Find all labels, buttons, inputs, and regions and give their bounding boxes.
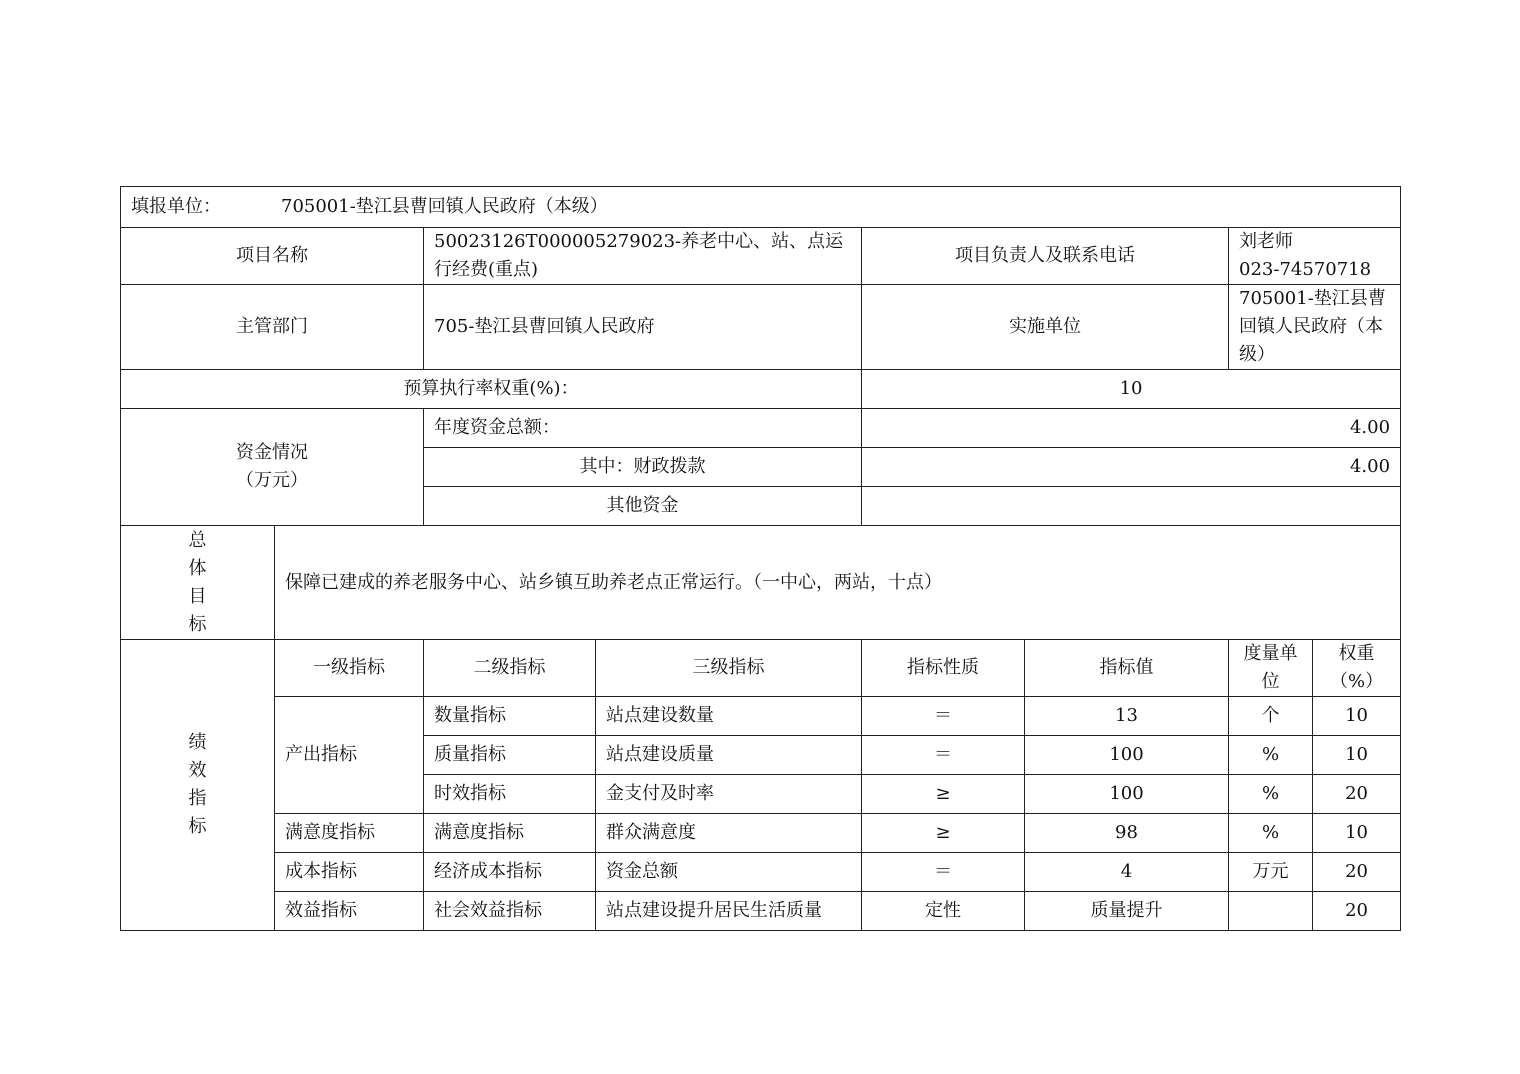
funds-label: [121, 409, 424, 526]
implementing-unit-value: 705001-垫江县曹回镇人民政府（本级）: [1229, 285, 1401, 370]
project-leader-contact: [1229, 228, 1401, 285]
indicator-value: 100: [1025, 775, 1229, 814]
table-row: [121, 814, 1401, 853]
indicator-level2: 质量指标: [424, 736, 596, 775]
indicator-level2: 经济成本指标: [424, 853, 596, 892]
indicator-weight: 20: [1313, 892, 1401, 931]
project-leader-phone: 023-74570718: [1239, 259, 1372, 280]
funds-label-line1: 资金情况: [236, 442, 308, 463]
funds-fiscal-label: 其中：财政拨款: [424, 448, 862, 487]
indicator-level3: 群众满意度: [596, 814, 862, 853]
funds-total-label: 年度资金总额：: [424, 409, 862, 448]
indicator-weight: 10: [1313, 736, 1401, 775]
indicator-level2: 满意度指标: [424, 814, 596, 853]
indicator-level3: 金支付及时率: [596, 775, 862, 814]
indicators-label: [121, 640, 275, 931]
indicator-unit: 万元: [1229, 853, 1313, 892]
header-level2: 二级指标: [424, 640, 596, 697]
performance-target-table: [120, 186, 1401, 931]
funds-other-value: [862, 487, 1401, 526]
reporting-unit-value: 705001-垫江县曹回镇人民政府（本级）: [281, 196, 608, 217]
reporting-unit-row: [121, 187, 1401, 228]
supervising-dept-label: 主管部门: [121, 285, 424, 370]
header-value: 指标值: [1025, 640, 1229, 697]
indicator-nature: ＝: [862, 853, 1025, 892]
indicator-level2: 社会效益指标: [424, 892, 596, 931]
indicator-value: 质量提升: [1025, 892, 1229, 931]
indicator-unit: %: [1229, 775, 1313, 814]
funds-fiscal-value: 4.00: [862, 448, 1401, 487]
indicator-unit: 个: [1229, 697, 1313, 736]
header-weight: 权重（%）: [1313, 640, 1401, 697]
indicator-unit: %: [1229, 814, 1313, 853]
funds-other-label: 其他资金: [424, 487, 862, 526]
indicator-value: 100: [1025, 736, 1229, 775]
project-leader-label: 项目负责人及联系电话: [862, 228, 1229, 285]
funds-total-value: 4.00: [862, 409, 1401, 448]
indicator-nature: ＝: [862, 697, 1025, 736]
indicator-value: 13: [1025, 697, 1229, 736]
indicator-weight: 20: [1313, 775, 1401, 814]
indicator-unit: %: [1229, 736, 1313, 775]
implementing-unit-label: 实施单位: [862, 285, 1229, 370]
project-name-label: 项目名称: [121, 228, 424, 285]
indicator-level3: 资金总额: [596, 853, 862, 892]
budget-weight-label: 预算执行率权重(%)：: [121, 370, 862, 409]
table-row: [121, 892, 1401, 931]
indicator-level3: 站点建设提升居民生活质量: [596, 892, 862, 931]
reporting-unit-label: 填报单位：: [131, 196, 221, 217]
indicator-weight: 10: [1313, 697, 1401, 736]
indicator-level3: 站点建设数量: [596, 697, 862, 736]
indicator-level2: 数量指标: [424, 697, 596, 736]
indicator-level1: 成本指标: [275, 853, 424, 892]
indicator-level1: 产出指标: [275, 697, 424, 814]
funds-label-line2: （万元）: [236, 470, 308, 491]
header-level3: 三级指标: [596, 640, 862, 697]
budget-weight-value: 10: [862, 370, 1401, 409]
overall-goal-text: 保障已建成的养老服务中心、站乡镇互助养老点正常运行。（一中心，两站，十点）: [275, 526, 1401, 640]
indicator-level2: 时效指标: [424, 775, 596, 814]
indicator-nature: 定性: [862, 892, 1025, 931]
indicator-level1: 满意度指标: [275, 814, 424, 853]
indicator-level1: 效益指标: [275, 892, 424, 931]
indicator-level3: 站点建设质量: [596, 736, 862, 775]
header-nature: 指标性质: [862, 640, 1025, 697]
header-level1: 一级指标: [275, 640, 424, 697]
indicator-value: 4: [1025, 853, 1229, 892]
indicator-nature: ≥: [862, 814, 1025, 853]
indicator-weight: 20: [1313, 853, 1401, 892]
overall-goal-label: [121, 526, 275, 640]
overall-goal-label-text: 总体目标: [188, 529, 207, 635]
indicator-weight: 10: [1313, 814, 1401, 853]
header-unit: 度量单位: [1229, 640, 1313, 697]
table-row: [121, 697, 1401, 736]
indicator-unit: [1229, 892, 1313, 931]
project-name-value: 50023126T000005279023-养老中心、站、点运行经费(重点): [424, 228, 862, 285]
indicator-nature: ＝: [862, 736, 1025, 775]
indicator-value: 98: [1025, 814, 1229, 853]
indicator-nature: ≥: [862, 775, 1025, 814]
supervising-dept-value: 705-垫江县曹回镇人民政府: [424, 285, 862, 370]
indicators-label-text: 绩效指标: [188, 732, 207, 837]
project-leader-name: 刘老师: [1239, 231, 1293, 252]
table-row: [121, 853, 1401, 892]
